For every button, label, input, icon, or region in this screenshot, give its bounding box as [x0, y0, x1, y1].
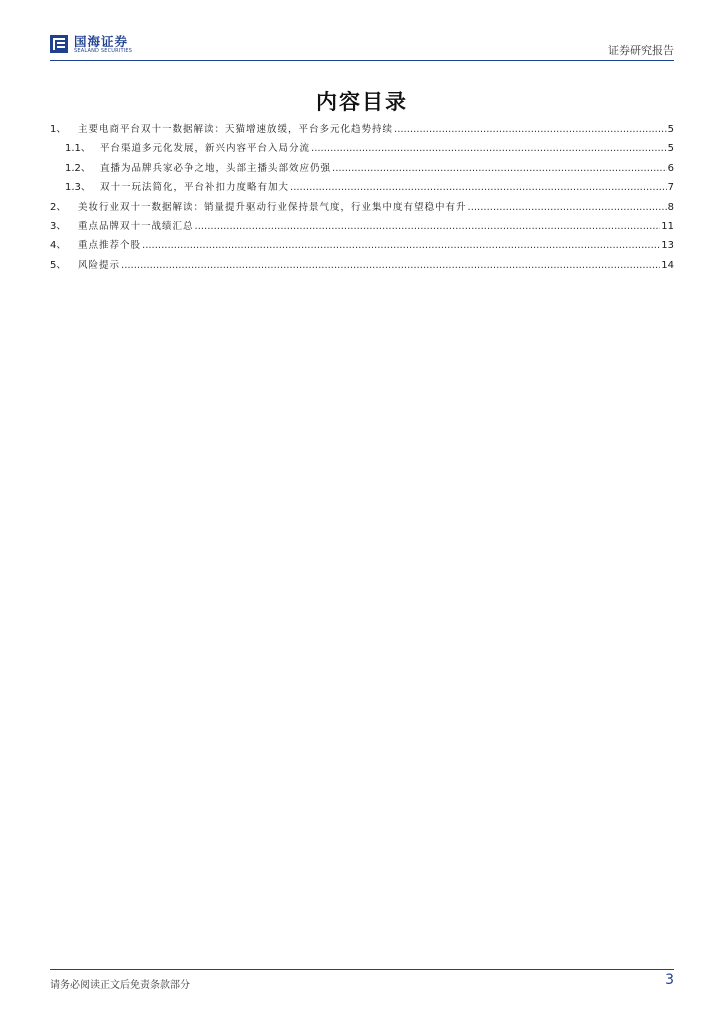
toc-entry-page: 5 [667, 124, 674, 135]
logo-english-name: SEALAND SECURITIES [74, 48, 133, 54]
toc-entry-page: 6 [667, 162, 674, 174]
toc-entry-page: 7 [667, 182, 674, 194]
sealand-logo-icon [50, 35, 68, 53]
toc-entry-text: 直播为品牌兵家必争之地，头部主播头部效应仍强 [100, 162, 332, 174]
toc-entry[interactable] [50, 217, 674, 236]
toc-entry[interactable] [50, 120, 674, 139]
toc-title: 内容目录 [316, 89, 408, 114]
toc-entry[interactable] [50, 139, 674, 158]
toc-entry-number: 1.1、 [65, 143, 91, 155]
toc-dot-leader [394, 124, 667, 135]
toc-dot-leader [195, 221, 661, 232]
toc-entry-number: 1.2、 [65, 162, 91, 174]
toc-dot-leader [332, 163, 667, 174]
page-number: 3 [665, 972, 674, 988]
toc-entry-number: 1.3、 [65, 182, 91, 194]
toc-entry-text: 双十一玩法简化，平台补扣力度略有加大 [100, 182, 290, 194]
toc-entry[interactable] [50, 256, 674, 275]
header-divider [50, 60, 674, 61]
toc-entry-page: 8 [667, 201, 674, 213]
sealand-logo [50, 32, 190, 58]
toc-dot-leader [468, 202, 667, 213]
toc-entry-number: 1、 [50, 124, 67, 135]
logo-chinese-name: 国海证券 [74, 34, 129, 49]
toc-dot-leader [311, 143, 667, 154]
toc-entry-number: 3、 [50, 220, 67, 232]
toc-entry[interactable] [50, 236, 674, 255]
toc-entry-page: 14 [661, 259, 674, 271]
toc-entry-number: 5、 [50, 259, 67, 271]
toc-entry-text: 重点品牌双十一战绩汇总 [78, 220, 194, 232]
toc-entry[interactable] [50, 198, 674, 217]
toc-dot-leader [290, 182, 667, 193]
toc-entry-text: 风险提示 [78, 259, 121, 271]
toc-entry-text: 主要电商平台双十一数据解读：天猫增速放缓，平台多元化趋势持续 [78, 124, 394, 135]
report-type-label: 证券研究报告 [608, 44, 674, 57]
toc-entry[interactable] [50, 159, 674, 178]
toc-dot-leader [121, 260, 660, 271]
toc-entry-page: 5 [667, 143, 674, 155]
page-header [50, 30, 674, 60]
footer-disclaimer: 请务必阅读正文后免责条款部分 [50, 980, 190, 991]
toc-entry-text: 重点推荐个股 [78, 240, 142, 252]
toc-entry-text: 平台渠道多元化发展，新兴内容平台入局分流 [100, 143, 311, 155]
toc-dot-leader [142, 240, 660, 251]
table-of-contents [50, 120, 674, 275]
toc-entry-text: 美妆行业双十一数据解读：销量提升驱动行业保持景气度，行业集中度有望稳中有升 [78, 201, 467, 213]
toc-entry[interactable] [50, 178, 674, 197]
toc-entry-page: 11 [661, 220, 674, 232]
footer-divider [50, 969, 674, 970]
toc-entry-number: 4、 [50, 240, 67, 252]
toc-entry-number: 2、 [50, 201, 67, 213]
toc-entry-page: 13 [661, 240, 674, 252]
